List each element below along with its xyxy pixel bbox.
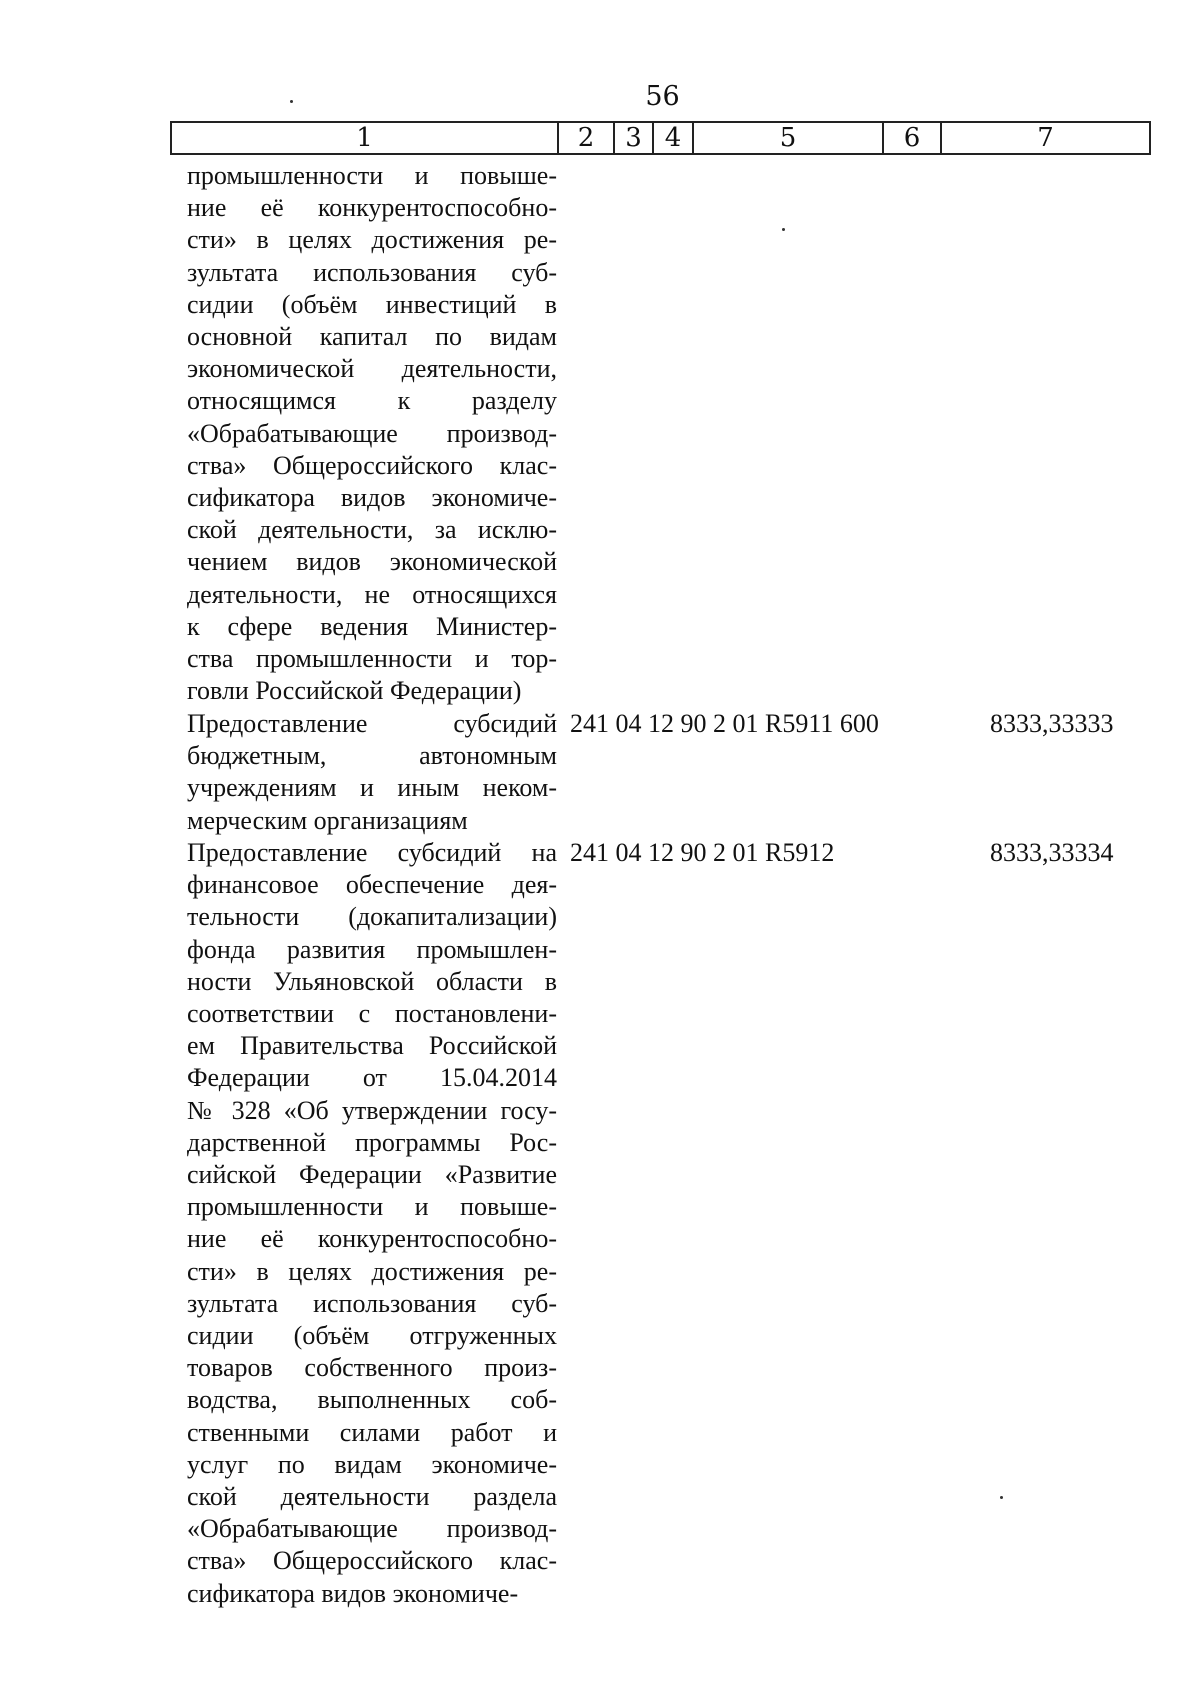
text-line: № 328 «Об утверждении госу-: [187, 1095, 557, 1125]
text-line: ние её конкурентоспособно-: [187, 193, 557, 223]
row-codes: 241 04 12 90 2 01 R5911 600: [570, 709, 879, 738]
text-line: финансовое обеспечение дея-: [187, 870, 557, 900]
page-number: 56: [645, 81, 680, 112]
header-col-3: 3: [613, 123, 652, 153]
text-line: ства промышленности и тор-: [187, 644, 557, 674]
text-line: ственными силами работ и: [187, 1417, 557, 1447]
text-line: «Обрабатывающие производ-: [187, 1514, 557, 1544]
row-amount: 8333,33333: [990, 709, 1114, 738]
text-line: Федерации от 15.04.2014: [187, 1063, 557, 1093]
text-line: ства» Общероссийского клас-: [187, 450, 557, 480]
text-line: ской деятельности, за исклю-: [187, 515, 557, 545]
row-codes: 241 04 12 90 2 01 R5912: [570, 838, 835, 867]
header-col-1: 1: [356, 123, 373, 153]
text-line: говли Российской Федерации): [187, 676, 522, 706]
text-line: дарственной программы Рос-: [187, 1127, 557, 1157]
row-text-subsidies-budget-institutions: [187, 708, 557, 837]
text-line: промышленности и повыше-: [187, 161, 557, 190]
text-line: товаров собственного произ-: [187, 1353, 557, 1383]
text-line: экономической деятельности,: [187, 354, 557, 384]
text-line: сификатора видов экономиче-: [187, 483, 557, 513]
header-col-2: 2: [557, 123, 613, 153]
header-col-5: 5: [692, 123, 882, 153]
text-line: деятельности, не относящихся: [187, 579, 557, 609]
text-line: услуг по видам экономиче-: [187, 1449, 557, 1479]
text-line: «Обрабатывающие производ-: [187, 418, 557, 448]
text-line: мерческим организациям: [187, 805, 468, 835]
text-line: зультата использования суб-: [187, 1288, 557, 1318]
header-col-4: 4: [652, 123, 692, 153]
text-line: ности Ульяновской области в: [187, 966, 557, 996]
text-line: ской деятельности раздела: [187, 1482, 557, 1512]
text-line: сидии (объём инвестиций в: [187, 289, 557, 319]
text-line: учреждениям и иным неком-: [187, 773, 557, 803]
row-text-continuation: [187, 160, 557, 707]
header-col-6: 6: [882, 123, 940, 153]
text-line: относящимся к разделу: [187, 386, 557, 416]
text-line: сийской Федерации «Развитие: [187, 1160, 557, 1190]
text-line: зультата использования суб-: [187, 257, 557, 287]
text-line: сификатора видов экономиче-: [187, 1578, 519, 1608]
text-line: водства, выполненных соб-: [187, 1385, 557, 1415]
text-line: фонда развития промышлен-: [187, 934, 557, 964]
text-line: чением видов экономической: [187, 547, 557, 577]
header-col-7: 7: [940, 123, 1149, 153]
table-header-row: [170, 121, 1151, 155]
text-line: тельности (докапитализации): [187, 902, 557, 932]
row-text-industry-fund: [187, 837, 557, 1610]
text-line: соответствии с постановлени-: [187, 999, 557, 1029]
row-amount: 8333,33334: [990, 838, 1114, 867]
scan-speck: [290, 100, 293, 103]
text-line: ем Правительства Российской: [187, 1031, 557, 1061]
text-line: сти» в целях достижения ре-: [187, 225, 557, 255]
text-line: сидии (объём отгруженных: [187, 1321, 557, 1351]
text-line: бюджетным, автономным: [187, 741, 557, 771]
text-line: промышленности и повыше-: [187, 1192, 557, 1222]
text-line: Предоставление субсидий на: [187, 838, 557, 867]
text-line: Предоставление субсидий: [187, 709, 557, 738]
text-line: основной капитал по видам: [187, 322, 557, 352]
scan-speck: [1000, 1496, 1003, 1499]
text-line: сти» в целях достижения ре-: [187, 1256, 557, 1286]
text-line: к сфере ведения Министер-: [187, 611, 557, 641]
text-line: ние её конкурентоспособно-: [187, 1224, 557, 1254]
text-line: ства» Общероссийского клас-: [187, 1546, 557, 1576]
scan-speck: [782, 228, 785, 231]
